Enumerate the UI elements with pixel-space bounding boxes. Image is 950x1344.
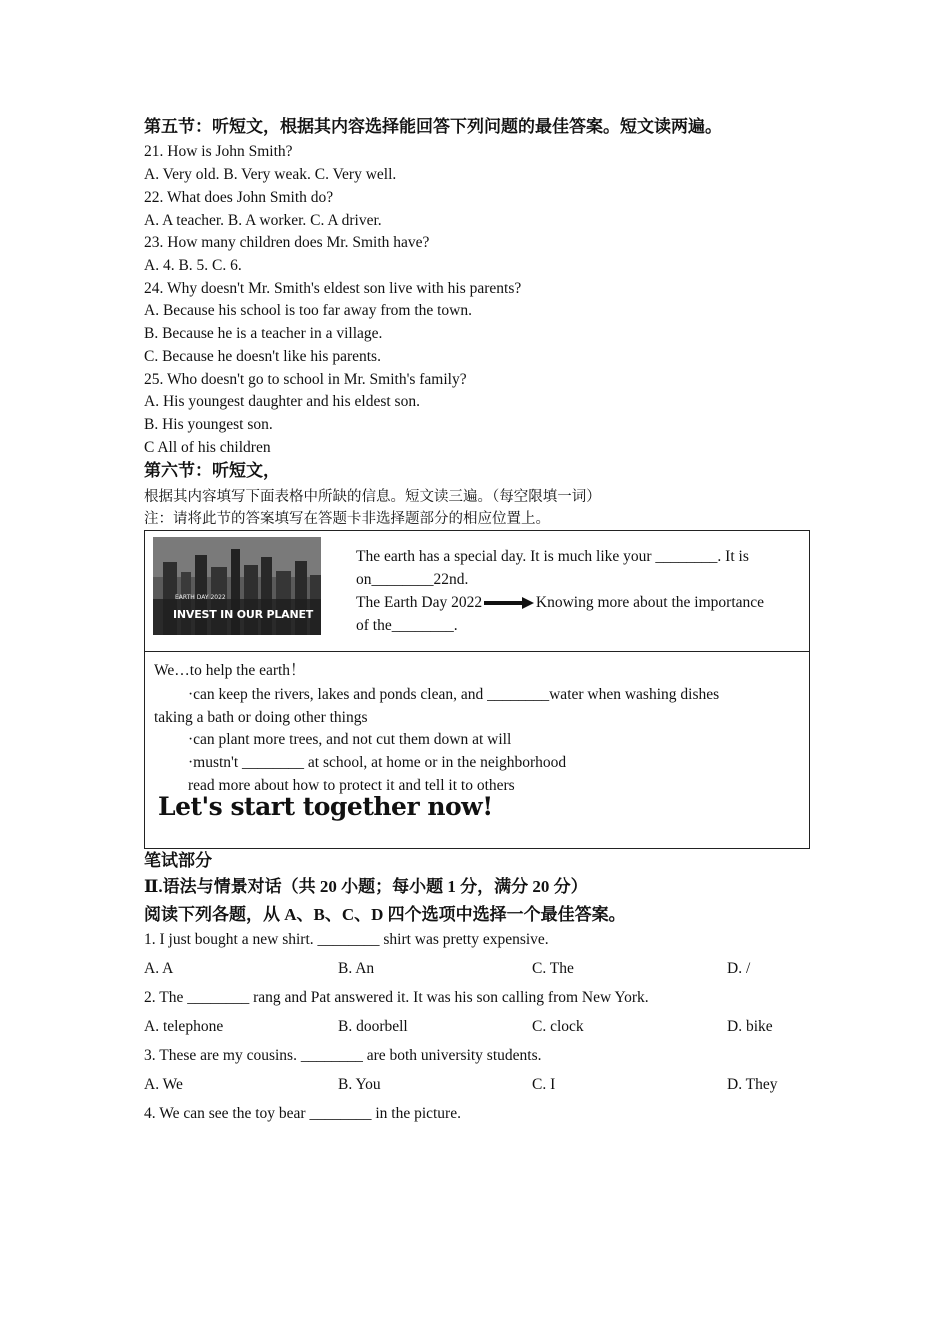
q21-options: A. Very old. B. Very weak. C. Very well. xyxy=(144,166,397,183)
question-1: 1. I just bought a new shirt. ________ shirt was pretty expensive. xyxy=(144,931,549,948)
q1-option-a: A. A xyxy=(144,960,174,977)
box2-item2: ·can plant more trees, and not cut them down at will xyxy=(188,731,512,748)
q25-option-a: A. His youngest daughter and his eldest son. xyxy=(144,393,420,410)
slogan: Let's start together now! xyxy=(158,792,493,821)
q24-option-a: A. Because his school is too far away from the town. xyxy=(144,302,473,319)
q2-option-b: B. doorbell xyxy=(338,1018,408,1035)
section6-note: 注：请将此节的答案填写在答题卡非选择题部分的相应位置上。 xyxy=(144,511,550,527)
q3-option-b: B. You xyxy=(338,1076,381,1093)
q25: 25. Who doesn't go to school in Mr. Smith's family? xyxy=(144,371,467,388)
q3-option-a: A. We xyxy=(144,1076,183,1093)
q1-option-c: C. The xyxy=(532,960,574,977)
box2-item1-cont: taking a bath or doing other things xyxy=(154,709,368,726)
q23: 23. How many children does Mr. Smith have? xyxy=(144,234,430,251)
written-instruction: 阅读下列各题，从 A、B、C、D 四个选项中选择一个最佳答案。 xyxy=(144,905,626,924)
q1-option-b: B. An xyxy=(338,960,375,977)
importance-text: Knowing more about the importance xyxy=(535,594,765,611)
question-3: 3. These are my cousins. ________ are both university students. xyxy=(144,1047,542,1064)
box2-item1: ·can keep the rivers, lakes and ponds clean, and ________water when washing dishes xyxy=(188,686,720,703)
section5-heading: 第五节：听短文，根据其内容选择能回答下列问题的最佳答案。短文读两遍。 xyxy=(144,117,722,136)
box1-line3 xyxy=(356,591,764,614)
q25-option-b: B. His youngest son. xyxy=(144,416,273,433)
box2-intro: We…to help the earth！ xyxy=(154,662,306,679)
question-2: 2. The ________ rang and Pat answered it. It was his son calling from New York. xyxy=(144,989,649,1006)
section6-instruction: 根据其内容填写下面表格中所缺的信息。短文读三遍。（每空限填一词） xyxy=(144,489,601,505)
section6-heading: 第六节：听短文， xyxy=(144,461,280,480)
q22: 22. What does John Smith do? xyxy=(144,189,334,206)
box1-line1: The earth has a special day. It is much like your ________. It is xyxy=(356,548,749,565)
written-heading: 笔试部分 xyxy=(144,851,212,870)
box1-line4: of the________. xyxy=(356,617,458,634)
q2-option-c: C. clock xyxy=(532,1018,584,1035)
q25-option-c: C All of his children xyxy=(144,439,271,456)
box2-item4: read more about how to protect it and tell it to others xyxy=(188,777,515,794)
q21: 21. How is John Smith? xyxy=(144,143,293,160)
q23-options: A. 4. B. 5. C. 6. xyxy=(144,257,242,274)
q22-options: A. A teacher. B. A worker. C. A driver. xyxy=(144,212,382,229)
q24-option-b: B. Because he is a teacher in a village. xyxy=(144,325,383,342)
poster-title: INVEST IN OUR PLANET xyxy=(173,608,314,621)
q3-option-c: C. I xyxy=(532,1076,556,1093)
q24: 24. Why doesn't Mr. Smith's eldest son live with his parents? xyxy=(144,280,522,297)
part-title: Ⅱ.语法与情景对话（共 20 小题；每小题 1 分，满分 20 分） xyxy=(144,877,588,896)
earth-day-label: The Earth Day 2022 xyxy=(356,594,483,611)
arrow-right-icon xyxy=(484,597,534,609)
box2-item3: ·mustn't ________ at school, at home or in the neighborhood xyxy=(188,754,567,771)
question-4: 4. We can see the toy bear ________ in the picture. xyxy=(144,1105,461,1122)
q24-option-c: C. Because he doesn't like his parents. xyxy=(144,348,381,365)
q3-option-d: D. They xyxy=(727,1076,778,1093)
earth-day-poster xyxy=(153,537,321,635)
q2-option-a: A. telephone xyxy=(144,1018,224,1035)
q2-option-d: D. bike xyxy=(727,1018,773,1035)
box1-line2: on________22nd. xyxy=(356,571,469,588)
poster-subtitle: EARTH DAY 2022 xyxy=(175,594,226,601)
q1-option-d: D. / xyxy=(727,960,751,977)
